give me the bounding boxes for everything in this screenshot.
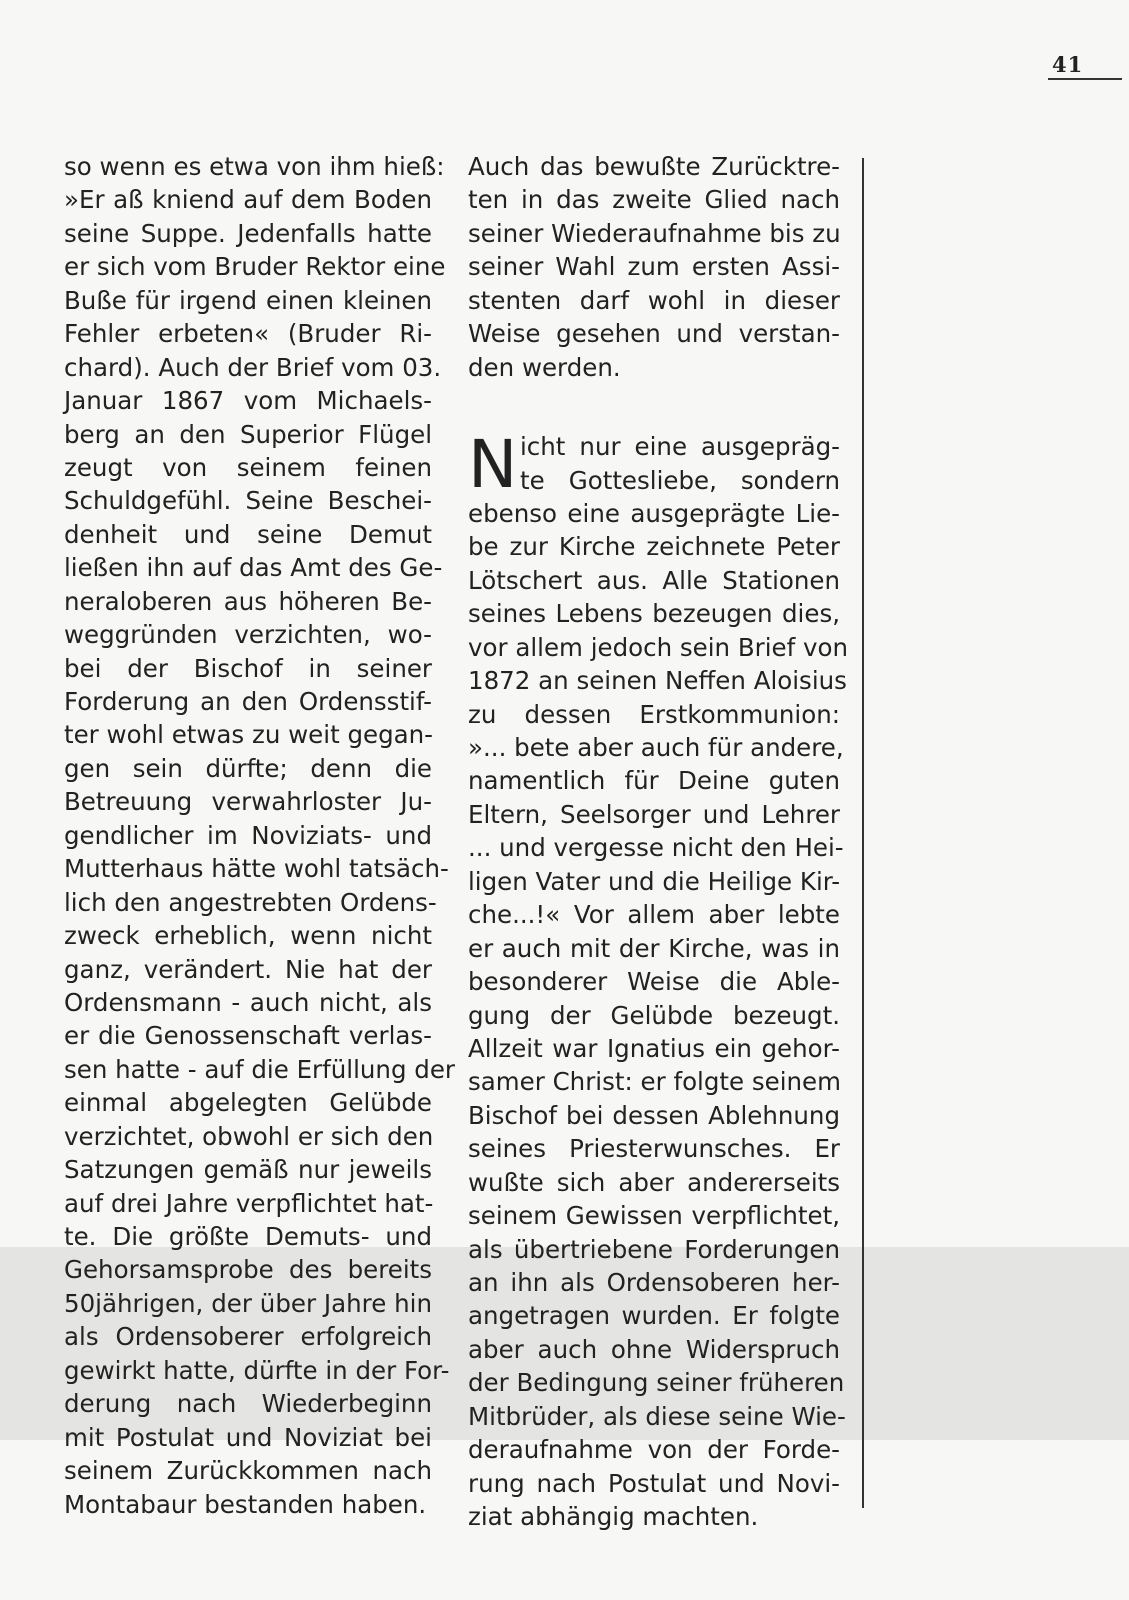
text-line: ließen ihn auf das Amt des Ge-: [64, 553, 443, 583]
text-line: wußte sich aber andererseits: [468, 1167, 840, 1197]
text-line: Mutterhaus hätte wohl tatsäch-: [64, 854, 449, 884]
text-line: seines Priesterwunsches. Er: [468, 1134, 840, 1164]
text-line: den werden.: [468, 352, 621, 382]
dropcap-letter: N: [468, 426, 518, 504]
text-line: derung nach Wiederbeginn: [64, 1389, 432, 1419]
text-line: zweck erheblich, wenn nicht: [64, 921, 432, 951]
text-line: einmal abgelegten Gelübde: [64, 1088, 432, 1118]
text-line: »Er aß kniend auf dem Boden: [64, 185, 432, 215]
text-line: er sich vom Bruder Rektor eine: [64, 252, 446, 282]
text-line: te. Die größte Demuts- und: [64, 1222, 432, 1251]
text-line: berg an den Superior Flügel: [64, 419, 432, 449]
text-line: te Gottesliebe, sondern: [520, 465, 840, 495]
text-line: Fehler erbeten« (Bruder Ri-: [64, 319, 432, 349]
text-line: Forderung an den Ordensstif-: [64, 687, 432, 716]
text-line: Lötschert aus. Alle Stationen: [468, 565, 840, 595]
text-line: als Ordensoberer erfolgreich: [64, 1322, 432, 1352]
right-text-column: [468, 150, 849, 1534]
text-line: icht nur eine ausgepräg-: [520, 432, 840, 462]
text-line: rung nach Postulat und Novi-: [468, 1468, 840, 1498]
text-line: ligen Vater und die Heilige Kir-: [468, 866, 841, 896]
text-line: als übertriebene Forderungen: [468, 1234, 840, 1264]
text-line: Weise gesehen und verstan-: [468, 319, 840, 349]
text-line: ter wohl etwas zu weit gegan-: [64, 720, 434, 750]
text-line: Satzungen gemäß nur jeweils: [64, 1155, 432, 1185]
right-paragraph-1: [468, 150, 840, 384]
text-line: angetragen wurden. Er folgte: [468, 1301, 840, 1331]
text-line: Ordensmann - auch nicht, als: [64, 987, 432, 1017]
text-line: seines Lebens bezeugen dies,: [468, 599, 840, 629]
text-line: namentlich für Deine guten: [468, 766, 840, 796]
text-line: Mitbrüder, als diese seine Wie-: [468, 1401, 846, 1431]
text-line: zu dessen Erstkommunion:: [468, 699, 840, 729]
text-line: vor allem jedoch sein Brief von: [468, 632, 849, 662]
right-paragraph-2: [468, 497, 849, 1534]
text-line: gung der Gelübde bezeugt.: [468, 1000, 840, 1030]
text-line: lich den angestrebten Ordens-: [64, 887, 437, 917]
text-line: gendlicher im Noviziats- und: [64, 820, 432, 850]
text-line: seine Suppe. Jedenfalls hatte: [64, 218, 432, 248]
text-line: Montabaur bestanden haben.: [64, 1489, 427, 1519]
page-number: 41: [1052, 52, 1084, 77]
text-line: auf drei Jahre verpflichtet hat-: [64, 1188, 434, 1218]
text-line: Schuldgefühl. Seine Beschei-: [64, 486, 432, 516]
text-line: seiner Wahl zum ersten Assi-: [468, 252, 840, 282]
text-line: gen sein dürfte; denn die: [64, 753, 432, 783]
text-line: er die Genossenschaft verlas-: [64, 1021, 432, 1051]
text-line: chard). Auch der Brief vom 03.: [64, 352, 442, 382]
text-line: Buße für irgend einen kleinen: [64, 285, 432, 315]
text-line: mit Postulat und Noviziat bei: [64, 1422, 432, 1452]
text-line: Gehorsamsprobe des bereits: [64, 1255, 432, 1285]
dropcap-paragraph: [468, 426, 849, 1533]
text-line: an ihn als Ordensoberen her-: [468, 1268, 840, 1297]
text-line: seinem Zurückkommen nach: [64, 1456, 432, 1486]
text-line: ... und vergesse nicht den Hei-: [468, 833, 844, 863]
text-line: weggründen verzichten, wo-: [64, 620, 432, 650]
text-line: ziat abhängig machten.: [468, 1502, 759, 1532]
text-line: Bischof bei dessen Ablehnung: [468, 1100, 840, 1130]
text-line: stenten darf wohl in dieser: [468, 285, 840, 315]
text-line: so wenn es etwa von ihm hieß:: [64, 152, 445, 181]
text-line: besonderer Weise die Able-: [468, 967, 840, 997]
text-line: ganz, verändert. Nie hat der: [64, 954, 432, 984]
text-line: bei der Bischof in seiner: [64, 653, 432, 683]
text-line: be zur Kirche zeichnete Peter: [468, 532, 840, 562]
column-divider-rule: [862, 158, 864, 1508]
page-number-rule: [1048, 78, 1122, 80]
text-line: samer Christ: er folgte seinem: [468, 1067, 841, 1097]
text-line: gewirkt hatte, dürfte in der For-: [64, 1355, 450, 1385]
text-line: seiner Wiederaufnahme bis zu: [468, 218, 841, 248]
text-line: ebenso eine ausgeprägte Lie-: [468, 498, 840, 528]
text-line: Auch das bewußte Zurücktre-: [468, 152, 840, 181]
left-text-column: [64, 150, 455, 1521]
dropcap-lines: [468, 426, 840, 504]
text-line: »... bete aber auch für andere,: [468, 733, 844, 762]
text-line: denheit und seine Demut: [64, 519, 432, 549]
paragraph-gap: [468, 384, 840, 430]
text-line: Allzeit war Ignatius ein gehor-: [468, 1033, 840, 1063]
text-line: Betreuung verwahrloster Ju-: [64, 787, 432, 817]
text-line: sen hatte - auf die Erfüllung der: [64, 1054, 455, 1084]
text-line: er auch mit der Kirche, was in: [468, 933, 840, 963]
text-line: 1872 an seinen Neffen Aloisius: [468, 666, 847, 696]
text-line: 50jährigen, der über Jahre hin: [64, 1288, 432, 1318]
text-line: Januar 1867 vom Michaels-: [64, 386, 432, 416]
text-line: ten in das zweite Glied nach: [468, 185, 840, 215]
text-line: verzichtet, obwohl er sich den: [64, 1121, 434, 1151]
text-line: deraufnahme von der Forde-: [468, 1435, 840, 1465]
text-line: aber auch ohne Widerspruch: [468, 1334, 840, 1364]
text-line: der Bedingung seiner früheren: [468, 1368, 845, 1398]
text-line: zeugt von seinem feinen: [64, 452, 432, 482]
text-line: neraloberen aus höheren Be-: [64, 586, 432, 616]
text-line: che...!« Vor allem aber lebte: [468, 900, 840, 930]
text-line: seinem Gewissen verpflichtet,: [468, 1201, 840, 1231]
text-line: Eltern, Seelsorger und Lehrer: [468, 799, 840, 829]
